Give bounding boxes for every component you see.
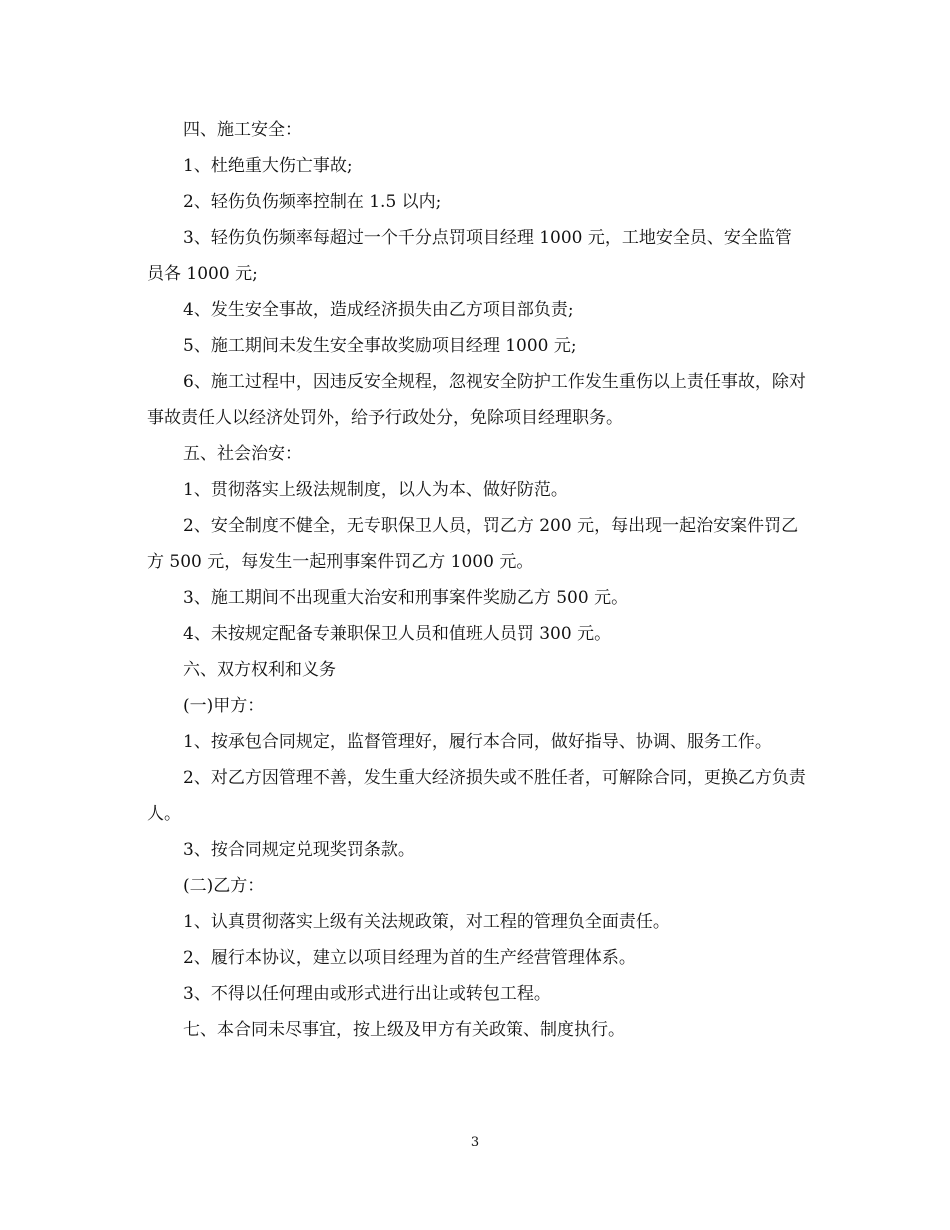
paragraph: 4、未按规定配备专兼职保卫人员和值班人员罚 300 元。 — [183, 624, 612, 644]
paragraph: 2、安全制度不健全，无专职保卫人员，罚乙方 200 元，每出现一起治安案件罚乙方 500 元，每发生一起刑事案件罚乙方 1000 元。 — [147, 516, 799, 572]
paragraph: 2、履行本协议，建立以项目经理为首的生产经营管理体系。 — [183, 948, 636, 968]
subsection-heading-party-a: (一)甲方： — [183, 696, 265, 716]
section-heading-public-security: 五、社会治安： — [183, 444, 302, 464]
paragraph: 3、轻伤负伤频率每超过一个千分点罚项目经理 1000 元，工地安全员、安全监管员各 1000 元; — [147, 228, 792, 284]
paragraph: 5、施工期间未发生安全事故奖励项目经理 1000 元; — [183, 336, 577, 356]
subsection-heading-party-b: (二)乙方： — [183, 876, 265, 896]
paragraph: 1、杜绝重大伤亡事故; — [183, 156, 353, 176]
paragraph: 1、按承包合同规定，监督管理好，履行本合同，做好指导、协调、服务工作。 — [183, 732, 772, 752]
paragraph: 2、轻伤负伤频率控制在 1.5 以内; — [183, 192, 442, 212]
section-heading-other-matters: 七、本合同未尽事宜，按上级及甲方有关政策、制度执行。 — [183, 1020, 625, 1040]
paragraph: 3、施工期间不出现重大治安和刑事案件奖励乙方 500 元。 — [183, 588, 629, 608]
paragraph: 3、按合同规定兑现奖罚条款。 — [183, 840, 415, 860]
paragraph: 4、发生安全事故，造成经济损失由乙方项目部负责; — [183, 300, 574, 320]
paragraph: 3、不得以任何理由或形式进行出让或转包工程。 — [183, 984, 551, 1004]
paragraph: 1、贯彻落实上级法规制度，以人为本、做好防范。 — [183, 480, 568, 500]
section-heading-rights-obligations: 六、双方权利和义务 — [183, 660, 336, 680]
section-heading-construction-safety: 四、施工安全： — [183, 120, 302, 140]
paragraph: 2、对乙方因管理不善，发生重大经济损失或不胜任者，可解除合同，更换乙方负责人。 — [147, 768, 806, 824]
page-number: 3 — [470, 1135, 480, 1150]
paragraph: 1、认真贯彻落实上级有关法规政策，对工程的管理负全面责任。 — [183, 912, 670, 932]
paragraph: 6、施工过程中，因违反安全规程，忽视安全防护工作发生重伤以上责任事故，除对事故责任人以经济处罚外，给予行政处分，免除项目经理职务。 — [147, 372, 806, 428]
document-body — [147, 112, 807, 1048]
